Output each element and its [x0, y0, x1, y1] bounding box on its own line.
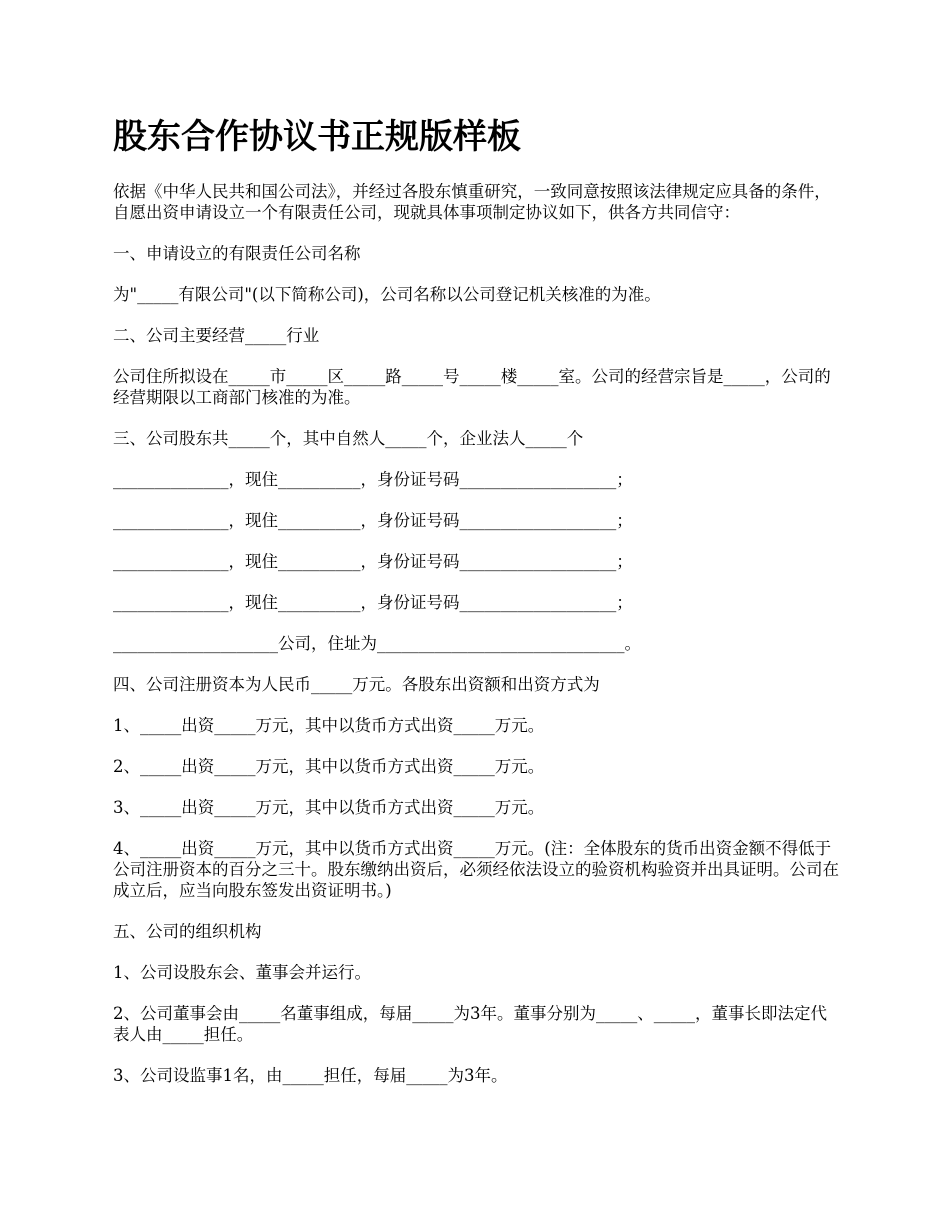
section-1-heading: 一、申请设立的有限责任公司名称: [113, 244, 361, 263]
corporate-shareholder-line: ____________________公司，住址为______________________________。: [113, 634, 641, 653]
shareholder-line: ______________，现住__________，身份证号码___________________；: [113, 511, 633, 530]
shareholder-line: ______________，现住__________，身份证号码___________________；: [113, 552, 633, 571]
document-title: 股东合作协议书正规版样板: [113, 117, 521, 157]
organization-item: 3、公司设监事1名，由_____担任，每届_____为3年。: [113, 1066, 508, 1085]
capital-item: 2、_____出资_____万元，其中以货币方式出资_____万元。: [113, 757, 545, 776]
section-3-heading: 三、公司股东共_____个，其中自然人_____个，企业法人_____个: [113, 429, 584, 448]
section-2-heading: 二、公司主要经营_____行业: [113, 326, 320, 345]
company-address-clause: 公司住所拟设在_____市_____区_____路_____号_____楼_____室。公司的经营宗旨是_____，公司的经营期限以工商部门核准的为准。: [113, 367, 831, 407]
organization-item: 2、公司董事会由_____名董事组成，每届_____为3年。董事分别为_____、_____，董事长即法定代表人由_____担任。: [113, 1004, 827, 1044]
document-page: [113, 113, 843, 1106]
preamble-paragraph: 依据《中华人民共和国公司法》，并经过各股东慎重研究，一致同意按照该法律规定应具备的条件，自愿出资申请设立一个有限责任公司，现就具体事项制定协议如下，供各方共同信守：: [113, 182, 831, 222]
organization-item: 1、公司设股东会、董事会并运行。: [113, 963, 371, 982]
shareholder-line: ______________，现住__________，身份证号码___________________；: [113, 593, 633, 612]
section-5-heading: 五、公司的组织机构: [113, 922, 262, 941]
capital-item: 1、_____出资_____万元，其中以货币方式出资_____万元。: [113, 716, 545, 735]
capital-item-with-note: 4、_____出资_____万元，其中以货币方式出资_____万元。(注：全体股东的货币出资金额不得低于公司注册资本的百分之三十。股东缴纳出资后，必须经依法设立的验资机构验资并出具证明。公司在成立后，应当向股东签发出资证明书。): [113, 839, 839, 900]
shareholder-line: ______________，现住__________，身份证号码___________________；: [113, 470, 633, 489]
section-4-heading: 四、公司注册资本为人民币_____万元。各股东出资额和出资方式为: [113, 675, 600, 694]
capital-item: 3、_____出资_____万元，其中以货币方式出资_____万元。: [113, 798, 545, 817]
company-name-clause: 为"_____有限公司"(以下简称公司)，公司名称以公司登记机关核准的为准。: [113, 285, 661, 304]
